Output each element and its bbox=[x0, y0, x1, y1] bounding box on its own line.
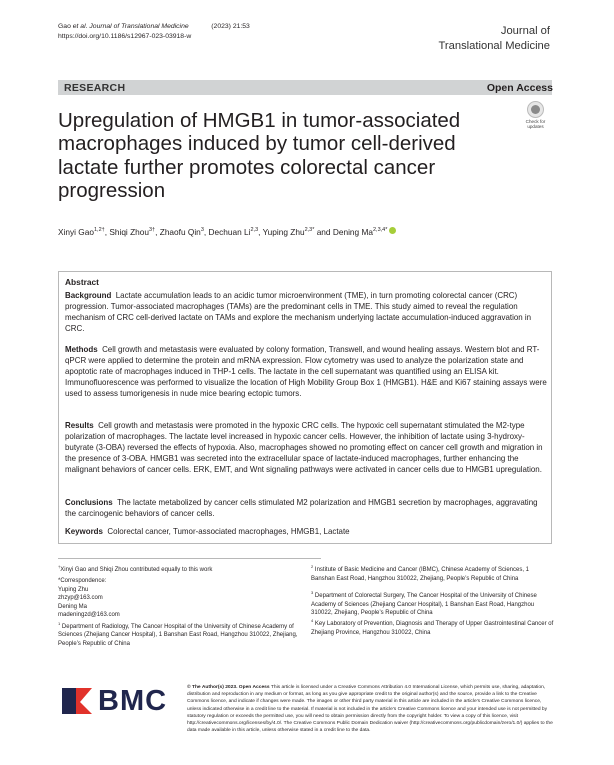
conclusions-text: The lactate metabolized by cancer cells stimulated M2 polarization and HMGB1 secretion by macrophages, aggravating the carcinogenic behaviors of cancer cells. bbox=[65, 498, 538, 518]
aff4-text: Key Laboratory of Prevention, Diagnosis and Therapy of Upper Gastrointestinal Cancer of Zhejiang Province, Hangzhou 310022, China bbox=[311, 621, 554, 636]
correspondence-label: *Correspondence: bbox=[58, 578, 107, 584]
aff4-sup: 4 bbox=[311, 618, 314, 623]
author-affiliation-sup: 2,3,4* bbox=[372, 227, 388, 233]
author-affiliation-sup: 2,3* bbox=[304, 227, 315, 233]
doi-link[interactable]: https://doi.org/10.1186/s12967-023-03918-w bbox=[58, 33, 192, 40]
author-name[interactable]: Xinyi Gao bbox=[58, 226, 94, 237]
methods-label: Methods bbox=[65, 345, 98, 354]
check-badge-line2: updates bbox=[527, 124, 544, 130]
orcid-icon[interactable] bbox=[389, 227, 396, 234]
aff3-sup: 3 bbox=[311, 590, 314, 595]
footnote-separator bbox=[58, 558, 321, 559]
check-updates-icon bbox=[527, 101, 544, 118]
affiliation-2 bbox=[311, 563, 554, 583]
corr-email-2[interactable]: madeningzd@163.com bbox=[58, 612, 120, 618]
affiliation-1 bbox=[58, 620, 308, 649]
journal-name-line2: Translational Medicine bbox=[438, 39, 550, 52]
aff2-sup: 2 bbox=[311, 564, 314, 569]
methods-text: Cell growth and metastasis were evaluated by colony formation, Transwell, and wound healing assays. Western blot and RT-qPCR were applied to determine the protein and mRNA expression. Flow cytometry was used to analyze the polarization state and apoptotic rate of macrophages induced in THP-1 cells. The lactate in the cell supernatant was quantified using an ELISA kit. Immunofluorescence was performed to visualize the location of High Mobility Group Box 1 (HMGB1). H&E and Ki67 staining assays were used to assess tumorigenesis in nude mice bearing ectopic tumors. bbox=[65, 345, 547, 398]
citation-etal: et al. bbox=[72, 23, 88, 30]
bmc-logo bbox=[58, 684, 190, 718]
citation-journal: Journal of Translational Medicine bbox=[87, 23, 189, 30]
author-affiliation-sup: 1,2† bbox=[93, 227, 105, 233]
license-body: This article is licensed under a Creative Commons Attribution 4.0 International License, which permits use, sharing, adaptation, distribution and reproduction in any medium or format, as long as you give appropriate credit to the original author(s) and the source, provide a link to the Creative Commons licence, and indicate if changes were made. The images or other third party material in this article are included in the article’s Creative Commons licence, unless indicated otherwise in a credit line to the material. If material is not included in the article’s Creative Commons licence and your intended use is not permitted by statutory regulation or exceeds the permitted use, you will need to obtain permission directly from the copyright holder. To view a copy of this licence, visit http://creativecommons.org/licenses/by/4.0/. The Creative Commons Public Domain Dedication waiver (http://creativecommons.org/publicdomain/zero/1.0/) applies to the data made available in this article, unless otherwise stated in a credit line to the data. bbox=[187, 685, 553, 734]
corr-email-1[interactable]: zhzyp@163.com bbox=[58, 595, 103, 601]
author-name[interactable]: Yuping Zhu bbox=[262, 226, 305, 237]
author-separator: , bbox=[258, 226, 263, 237]
author-name[interactable]: Dechuan Li bbox=[208, 226, 251, 237]
abstract-keywords bbox=[65, 527, 547, 538]
author-affiliation-sup: 3 bbox=[200, 227, 204, 233]
author-name[interactable]: Dening Ma bbox=[332, 226, 373, 237]
corr-name-1: Yuping Zhu bbox=[58, 586, 89, 593]
check-badge-line1: Check for bbox=[525, 119, 546, 124]
aff1-sup: 1 bbox=[58, 620, 61, 626]
author-name[interactable]: Shiqi Zhou bbox=[109, 226, 149, 237]
equal-contribution-note bbox=[58, 563, 308, 575]
license-bold: © The Author(s) 2023. Open Access bbox=[187, 685, 270, 690]
author-affiliation-sup: 3† bbox=[149, 227, 156, 233]
abstract-results bbox=[65, 421, 547, 476]
license-text bbox=[187, 684, 553, 734]
journal-name-line1: Journal of bbox=[500, 25, 550, 37]
correspondence bbox=[58, 577, 308, 648]
equal-text: Xinyi Gao and Shiqi Zhou contributed equally to this work bbox=[60, 567, 213, 573]
background-text: Lactate accumulation leads to an acidic tumor microenvironment (TME), in turn promoting colorectal cancer (CRC) progression. Tumor-associated macrophages (TAMs) are the predominant cells in TME. This study aimed to reveal the regulation mechanism of CRC cell-derived lactate on TAMs and explore the mechanism underlying lactate accumulation-induced aggravation in CRC. bbox=[65, 291, 532, 333]
open-access-label: Open Access bbox=[486, 82, 553, 94]
results-text: Cell growth and metastasis were promoted in the hypoxic CRC cells. The hypoxic cell supernatant stimulated the M2-type polarization of macrophages. The lactate level increased in hypoxic cancer cells. However, the inhibition of lactate using 3-hydroxy-butyrate (3-OBA) reversed the effects of hypoxia. Also, macrophages showed no promoting effect on cancer cell growth and migration in the presence of 3-OBA. HMGB1 was secreted into the extracellular space of lactate-induced macrophages, further enhancing the malignant behaviors of cancer cells. ERK, EMT, and Wnt signaling pathways were activated in cancer cells due to HMGB1 upregulation. bbox=[65, 421, 543, 474]
author-affiliation-sup: 2,3 bbox=[250, 227, 259, 233]
running-header bbox=[58, 22, 250, 42]
aff1-text: Department of Radiology, The Cancer Hospital of the University of Chinese Academy of Sciences (Zhejiang Cancer Hospital), 1 Banshan East Road, Hangzhou 310022, Zhejiang, People’s Republic of China bbox=[58, 623, 298, 647]
author-separator: and bbox=[314, 226, 333, 237]
background-label: Background bbox=[65, 291, 112, 300]
author-name[interactable]: Zhaofu Qin bbox=[159, 226, 201, 237]
check-for-updates-badge[interactable] bbox=[520, 101, 551, 133]
aff2-text: Institute of Basic Medicine and Cancer (IBMC), Chinese Academy of Sciences, 1 Banshan East Road, Hangzhou 310022, Zhejiang, People’s Republic of China bbox=[311, 567, 530, 582]
affiliation-4 bbox=[311, 617, 554, 637]
corr-name-2: Dening Ma bbox=[58, 603, 88, 610]
abstract-conclusions bbox=[65, 498, 547, 520]
author-separator: , bbox=[104, 226, 110, 237]
journal-name bbox=[438, 24, 550, 53]
section-label: RESEARCH bbox=[64, 82, 126, 94]
aff3-text: Department of Colorectal Surgery, The Cancer Hospital of the University of Chinese Academy of Sciences (Zhejiang Cancer Hospital), 1 Banshan East Road, Hangzhou 310022, Zhejiang, People’s Republic of China bbox=[311, 593, 537, 616]
conclusions-label: Conclusions bbox=[65, 498, 113, 507]
bmc-logo-text: BMC bbox=[98, 685, 168, 717]
bmc-logo-mark-icon bbox=[58, 684, 96, 718]
keywords-label: Keywords bbox=[65, 527, 103, 536]
results-label: Results bbox=[65, 421, 94, 430]
abstract-methods bbox=[65, 345, 547, 400]
keywords-text: Colorectal cancer, Tumor-associated macrophages, HMGB1, Lactate bbox=[107, 527, 350, 536]
abstract-heading: Abstract bbox=[65, 277, 99, 287]
citation-volume: (2023) 21:53 bbox=[211, 23, 250, 30]
equal-sup: † bbox=[58, 564, 61, 569]
author-separator: , bbox=[203, 226, 209, 237]
affiliation-3 bbox=[311, 589, 554, 618]
article-title: Upregulation of HMGB1 in tumor-associated macrophages induced by tumor cell-derived lactate further promotes colorectal cancer progression bbox=[58, 109, 461, 202]
citation-authors: Gao bbox=[58, 23, 73, 30]
author-list bbox=[58, 225, 558, 238]
abstract-background bbox=[65, 291, 547, 335]
author-separator: , bbox=[155, 226, 160, 237]
